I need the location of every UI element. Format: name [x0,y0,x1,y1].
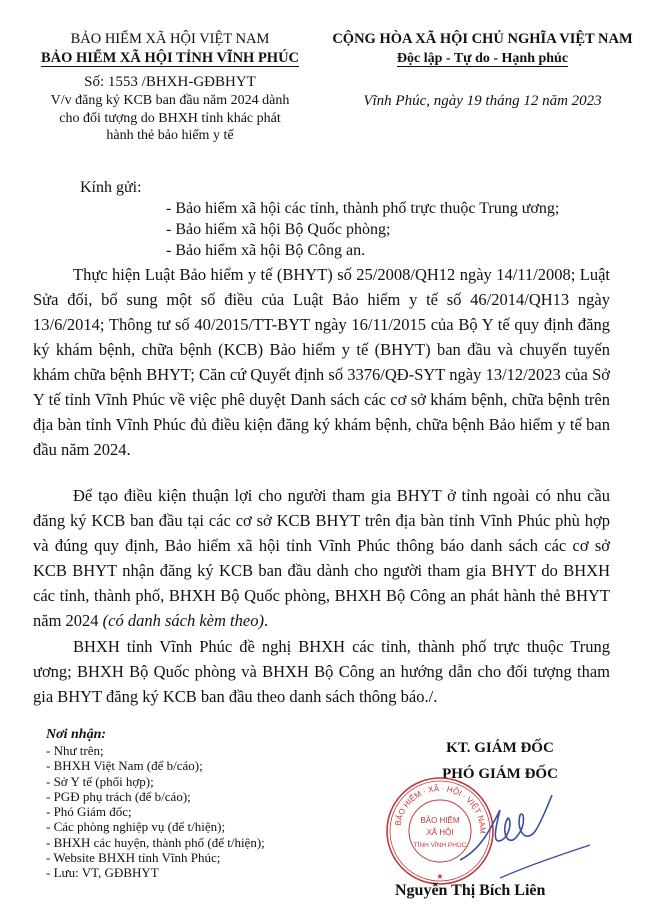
distribution-item: - BHXH Việt Nam (để b/cáo); [46,758,203,774]
national-motto: Độc lập - Tự do - Hạnh phúc [396,51,569,66]
svg-text:BẢO HIỂM: BẢO HIỂM [420,816,460,825]
body-paragraph-3: BHXH tỉnh Vĩnh Phúc đề nghị BHXH các tỉnh, thành phố trực thuộc Trung ương; BHXH Bộ Quốc phòng và BHXH Bộ Công an hướng dẫn cho đối tượng tham gia BHYT đăng ký KCB ban đầu theo danh sách thông báo./. [33,637,610,706]
svg-text:BẢO HIỂM · XÃ · HỘI · VIỆT NAM: BẢO HIỂM · XÃ · HỘI · VIỆT NAM [393,783,488,834]
distribution-item: - BHXH các huyện, thành phố (để t/hiện); [46,834,265,850]
distribution-item: - Lưu: VT, GĐBHYT [46,865,159,881]
issuing-agency-header [20,30,320,145]
body-paragraph-2: Để tạo điều kiện thuận lợi cho người tham gia BHYT ở tỉnh ngoài có nhu cầu đăng ký KCB ban đầu tại các cơ sở KCB BHYT trên địa bàn tỉnh Vĩnh Phúc phù hợp và đúng quy định, Bảo hiểm xã hội tỉnh Vĩnh Phúc thông báo danh sách các cơ sở KCB BHYT nhận đăng ký KCB ban đầu dành cho người tham gia BHYT do BHXH các tỉnh, thành phố, BHXH Bộ Quốc phòng, BHXH Bộ Công an phát hành thẻ BHYT năm 2024 (có danh sách kèm theo). [33,486,610,630]
distribution-item: - Các phòng nghiệp vụ (để t/hiện); [46,819,226,835]
distribution-item: - Website BHXH tỉnh Vĩnh Phúc; [46,850,221,866]
body-paragraph-1: Thực hiện Luật Bảo hiểm y tế (BHYT) số 25/2008/QH12 ngày 14/11/2008; Luật Sửa đổi, bổ sung một số điều của Luật Bảo hiểm y tế số 46/2014/QH13 ngày 13/6/2014; Thông tư số 40/2015/TT-BYT ngày 16/11/2015 của Bộ Y tế quy định đăng ký khám bệnh, chữa bệnh (KCB) Bảo hiểm y tế (BHYT) ban đầu và chuyển tuyến khám chữa bệnh BHYT; Căn cứ Quyết định số 3376/QĐ-SYT ngày 13/12/2023 của Sở Y tế tỉnh Vĩnh Phúc về việc phê duyệt Danh sách các cơ sở khám bệnh, chữa bệnh trên địa bàn tỉnh Vĩnh Phúc đủ điều kiện đăng ký khám bệnh, chữa bệnh Bảo hiểm y tế ban đầu năm 2024. [33,265,610,459]
handwritten-signature-icon [440,790,620,880]
addressee-label: Kính gửi: [80,179,142,196]
distribution-item: - Phó Giám đốc; [46,804,132,820]
place-and-date: Vĩnh Phúc, ngày 19 tháng 12 năm 2023 [363,93,602,109]
agency-name: BẢO HIỂM XÃ HỘI TỈNH VĨNH PHÚC [40,50,300,66]
parent-agency: BẢO HIỂM XÃ HỘI VIỆT NAM [70,31,270,47]
distribution-list [46,727,265,881]
recipient-item: - Bảo hiểm xã hội Bộ Công an. [166,242,366,259]
signature-title: KT. GIÁM ĐỐC PHÓ GIÁM ĐỐC [442,740,558,782]
distribution-title: Nơi nhận: [46,727,107,742]
distribution-item: - PGĐ phụ trách (để b/cáo); [46,788,191,804]
national-header [320,30,645,111]
svg-text:XÃ HỘI: XÃ HỘI [426,828,454,837]
document-subject: V/v đăng ký KCB ban đầu năm 2024 dành cho đối tượng do BHXH tỉnh khác phát hành thẻ bảo hiểm y tế [50,93,290,143]
svg-text:TỈNH VĨNH PHÚC: TỈNH VĨNH PHÚC [413,842,467,849]
recipient-item: - Bảo hiểm xã hội các tỉnh, thành phố trực thuộc Trung ương; [166,200,560,217]
document-number: Số: 1553 /BHXH-GĐBHYT [84,74,256,90]
recipient-item: - Bảo hiểm xã hội Bộ Quốc phòng; [166,221,391,238]
distribution-item: - Như trên; [46,743,104,758]
distribution-item: - Sở Y tế (phối hợp); [46,773,154,789]
national-title: CỘNG HÒA XÃ HỘI CHỦ NGHĨA VIỆT NAM [332,31,633,47]
svg-text:★: ★ [436,872,444,881]
signer-name: Nguyễn Thị Bích Liên [395,882,546,899]
